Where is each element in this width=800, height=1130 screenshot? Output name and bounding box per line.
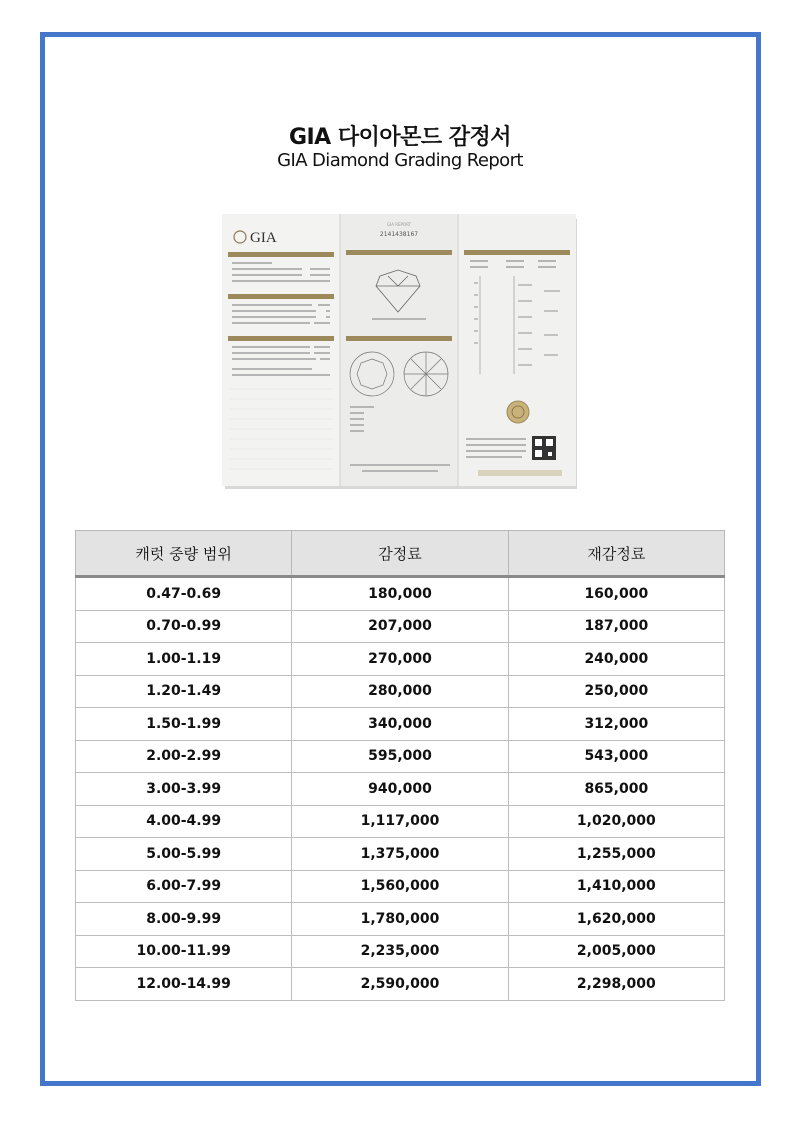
table-row xyxy=(76,773,725,806)
regrading-fee-cell: 312,000 xyxy=(508,708,724,741)
grading-fee-cell: 180,000 xyxy=(292,577,508,611)
carat-range-cell: 10.00-11.99 xyxy=(76,935,292,968)
table-row xyxy=(76,968,725,1001)
page-title: GIA 다이아몬드 감정서 xyxy=(288,125,512,150)
regrading-fee-cell: 1,620,000 xyxy=(508,903,724,936)
regrading-fee-cell: 2,298,000 xyxy=(508,968,724,1001)
header-grading-fee: 감정료 xyxy=(292,531,508,577)
grading-fee-cell: 2,235,000 xyxy=(292,935,508,968)
carat-range-cell: 1.00-1.19 xyxy=(76,643,292,676)
regrading-fee-cell: 1,410,000 xyxy=(508,870,724,903)
regrading-fee-cell: 543,000 xyxy=(508,740,724,773)
grading-fee-cell: 595,000 xyxy=(292,740,508,773)
svg-text:GIA: GIA xyxy=(250,230,277,246)
grading-fee-cell: 2,590,000 xyxy=(292,968,508,1001)
table-row xyxy=(76,903,725,936)
header-regrading-fee: 재감정료 xyxy=(508,531,724,577)
fee-table xyxy=(75,530,725,1001)
table-row xyxy=(76,708,725,741)
table-header-row xyxy=(76,531,725,577)
grading-fee-cell: 280,000 xyxy=(292,675,508,708)
carat-range-cell: 4.00-4.99 xyxy=(76,805,292,838)
carat-range-cell: 0.70-0.99 xyxy=(76,610,292,643)
svg-text:GIA REPORT: GIA REPORT xyxy=(386,222,412,227)
table-row xyxy=(76,740,725,773)
regrading-fee-cell: 187,000 xyxy=(508,610,724,643)
gia-report-image xyxy=(222,214,578,490)
carat-range-cell: 0.47-0.69 xyxy=(76,577,292,611)
carat-range-cell: 2.00-2.99 xyxy=(76,740,292,773)
page-subtitle: GIA Diamond Grading Report xyxy=(277,150,523,171)
carat-range-cell: 1.50-1.99 xyxy=(76,708,292,741)
table-row xyxy=(76,935,725,968)
table-row xyxy=(76,577,725,611)
carat-range-cell: 8.00-9.99 xyxy=(76,903,292,936)
regrading-fee-cell: 240,000 xyxy=(508,643,724,676)
table-row xyxy=(76,805,725,838)
svg-text:2141438167: 2141438167 xyxy=(379,231,419,238)
table-row xyxy=(76,643,725,676)
grading-fee-cell: 340,000 xyxy=(292,708,508,741)
regrading-fee-cell: 1,020,000 xyxy=(508,805,724,838)
regrading-fee-cell: 1,255,000 xyxy=(508,838,724,871)
grading-fee-cell: 207,000 xyxy=(292,610,508,643)
table-row xyxy=(76,870,725,903)
table-row xyxy=(76,675,725,708)
regrading-fee-cell: 2,005,000 xyxy=(508,935,724,968)
grading-fee-cell: 940,000 xyxy=(292,773,508,806)
table-row xyxy=(76,610,725,643)
carat-range-cell: 1.20-1.49 xyxy=(76,675,292,708)
grading-fee-cell: 1,117,000 xyxy=(292,805,508,838)
regrading-fee-cell: 250,000 xyxy=(508,675,724,708)
grading-fee-cell: 1,780,000 xyxy=(292,903,508,936)
grading-fee-cell: 1,560,000 xyxy=(292,870,508,903)
regrading-fee-cell: 865,000 xyxy=(508,773,724,806)
carat-range-cell: 6.00-7.99 xyxy=(76,870,292,903)
grading-fee-cell: 1,375,000 xyxy=(292,838,508,871)
carat-range-cell: 12.00-14.99 xyxy=(76,968,292,1001)
table-row xyxy=(76,838,725,871)
grading-fee-cell: 270,000 xyxy=(292,643,508,676)
header-carat-range: 캐럿 중량 범위 xyxy=(76,531,292,577)
carat-range-cell: 3.00-3.99 xyxy=(76,773,292,806)
regrading-fee-cell: 160,000 xyxy=(508,577,724,611)
carat-range-cell: 5.00-5.99 xyxy=(76,838,292,871)
